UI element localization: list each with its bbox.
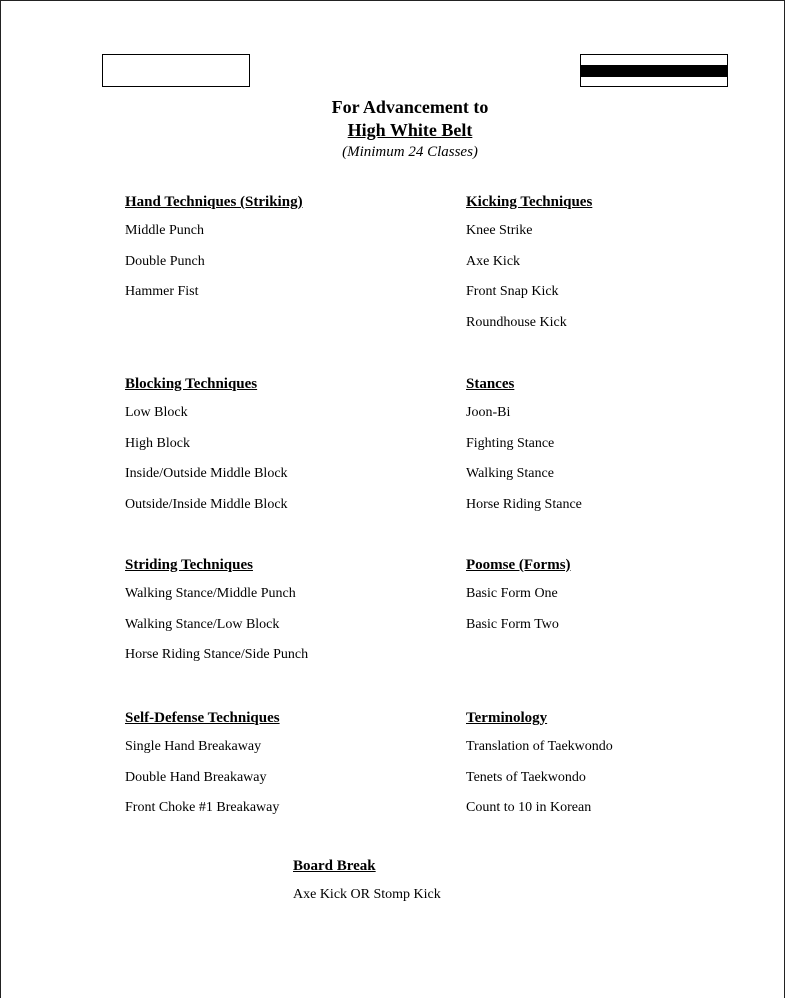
page-subtitle: (Minimum 24 Classes)	[342, 144, 478, 160]
section-board-break	[293, 856, 441, 905]
list-item: Single Hand Breakaway	[125, 739, 262, 754]
belt-stripe	[581, 65, 727, 77]
list-item: Walking Stance	[466, 466, 554, 481]
next-belt-box	[580, 54, 728, 87]
section-heading: Poomse (Forms)	[466, 557, 571, 573]
list-item: Front Snap Kick	[466, 284, 559, 299]
section-list	[466, 403, 582, 515]
list-item: Outside/Inside Middle Block	[125, 496, 288, 512]
section-list	[293, 885, 441, 905]
list-item: Horse Riding Stance	[466, 496, 582, 512]
section-stances	[466, 374, 582, 515]
list-item: Walking Stance/Middle Punch	[125, 586, 296, 601]
list-item: Axe Kick	[466, 253, 521, 269]
section-list	[466, 737, 613, 818]
list-item: Knee Strike	[466, 223, 533, 238]
section-terminology	[466, 708, 613, 818]
section-hand-techniques	[125, 192, 303, 302]
list-item: Walking Stance/Low Block	[125, 616, 280, 632]
list-item: Middle Punch	[125, 223, 204, 238]
list-item: Double Hand Breakaway	[125, 769, 267, 785]
current-belt-box	[102, 54, 250, 87]
list-item: Hammer Fist	[125, 284, 199, 299]
section-heading: Board Break	[293, 858, 376, 874]
section-heading: Terminology	[466, 710, 548, 726]
list-item: Joon-Bi	[466, 405, 511, 420]
section-list	[125, 221, 303, 302]
list-item: Low Block	[125, 405, 188, 420]
section-self-defense-techniques	[125, 708, 280, 818]
list-item: Tenets of Taekwondo	[466, 769, 586, 785]
list-item: High Block	[125, 435, 190, 451]
title-line-2: High White Belt	[347, 120, 473, 140]
section-list	[466, 584, 571, 635]
section-blocking-techniques	[125, 374, 288, 515]
section-heading: Kicking Techniques	[466, 194, 593, 210]
list-item: Basic Form Two	[466, 616, 559, 632]
section-kicking-techniques	[466, 192, 592, 333]
list-item: Horse Riding Stance/Side Punch	[125, 647, 309, 662]
page-title	[0, 96, 785, 142]
list-item: Fighting Stance	[466, 435, 555, 451]
section-list	[125, 584, 308, 665]
section-poomse	[466, 555, 571, 635]
section-list	[125, 403, 288, 515]
list-item: Axe Kick OR Stomp Kick	[293, 887, 441, 902]
list-item: Front Choke #1 Breakaway	[125, 800, 280, 815]
title-line-1: For Advancement to	[331, 97, 489, 117]
list-item: Double Punch	[125, 253, 205, 269]
section-heading: Stances	[466, 376, 515, 392]
section-striding-techniques	[125, 555, 308, 665]
section-heading: Blocking Techniques	[125, 376, 258, 392]
list-item: Count to 10 in Korean	[466, 800, 592, 815]
section-list	[125, 737, 280, 818]
list-item: Roundhouse Kick	[466, 314, 567, 330]
section-list	[466, 221, 592, 333]
list-item: Basic Form One	[466, 586, 558, 601]
list-item: Inside/Outside Middle Block	[125, 466, 288, 481]
section-heading: Self-Defense Techniques	[125, 710, 280, 726]
section-heading: Hand Techniques (Striking)	[125, 194, 303, 210]
list-item: Translation of Taekwondo	[466, 739, 613, 754]
section-heading: Striding Techniques	[125, 557, 253, 573]
